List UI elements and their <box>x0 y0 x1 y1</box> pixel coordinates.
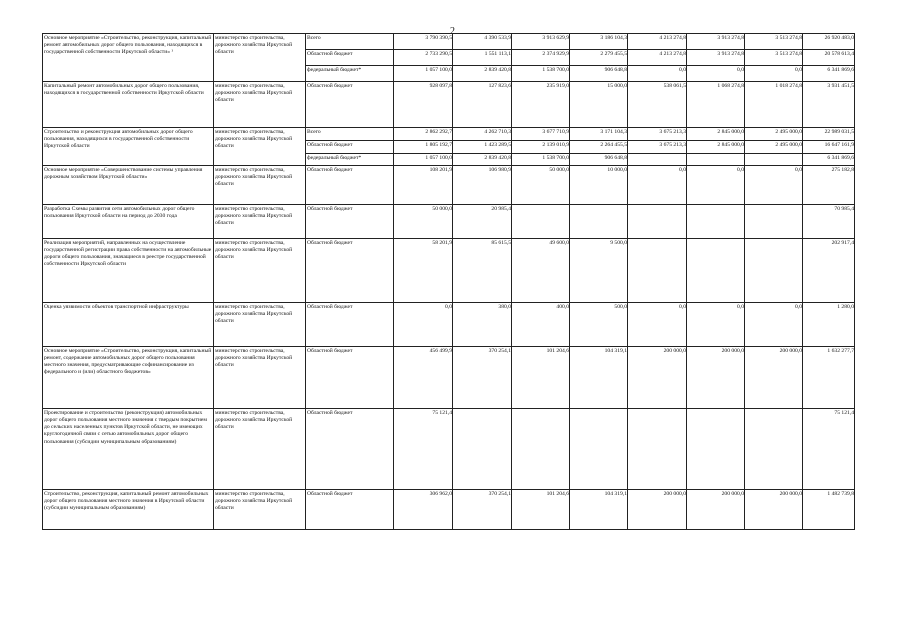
activity-name-cell: Строительство, реконструкция, капитальный ремонт автомобильных дорог общего пользования местного значения в Иркутской области (субсидии муниципальным образованиям) <box>43 490 214 530</box>
year-value-cell: 106 980,9 <box>453 166 512 205</box>
executor-cell: министерство строительства, дорожного хозяйства Иркутской области <box>214 128 306 166</box>
year-value-cell: 906 648,8 <box>570 66 628 82</box>
activity-name-cell: Капитальный ремонт автомобильных дорог общего пользования, находящихся в государственной собственности Иркутской области <box>43 82 214 128</box>
total-value-cell: 6 341 869,6 <box>803 66 855 82</box>
executor-cell: министерство строительства, дорожного хозяйства Иркутской области <box>214 490 306 530</box>
year-value-cell: 75 121,4 <box>394 409 453 490</box>
year-value-cell <box>512 409 570 490</box>
activity-name-cell: Разработка Схемы развития сети автомобильных дорог общего пользования Иркутской области на период до 2030 года <box>43 205 214 239</box>
year-value-cell <box>745 409 803 490</box>
year-value-cell: 4 262 710,3 <box>453 128 512 141</box>
year-value-cell: 200 000,0 <box>745 490 803 530</box>
executor-cell: министерство строительства, дорожного хозяйства Иркутской области <box>214 166 306 205</box>
year-value-cell: 1 538 700,0 <box>512 154 570 166</box>
total-value-cell: 1 632 277,7 <box>803 347 855 409</box>
year-value-cell: 2 495 000,0 <box>745 141 803 154</box>
funding-source-cell: Областной бюджет <box>306 409 394 490</box>
year-value-cell: 101 204,6 <box>512 490 570 530</box>
year-value-cell: 3 171 104,3 <box>570 128 628 141</box>
funding-source-cell: Областной бюджет <box>306 303 394 347</box>
year-value-cell: 0,0 <box>745 66 803 82</box>
year-value-cell: 4 213 274,8 <box>628 50 687 66</box>
year-value-cell <box>628 205 687 239</box>
year-value-cell: 500,0 <box>570 303 628 347</box>
funding-source-cell: Областной бюджет <box>306 347 394 409</box>
year-value-cell: 1 057 100,0 <box>394 154 453 166</box>
year-value-cell: 9 500,0 <box>570 239 628 303</box>
year-value-cell: 370 254,1 <box>453 490 512 530</box>
total-value-cell: 1 280,0 <box>803 303 855 347</box>
year-value-cell: 2 279 455,5 <box>570 50 628 66</box>
year-value-cell: 3 790 390,5 <box>394 34 453 50</box>
table-row <box>43 490 855 530</box>
executor-cell: министерство строительства, дорожного хозяйства Иркутской области <box>214 409 306 490</box>
total-value-cell: 275 182,8 <box>803 166 855 205</box>
year-value-cell: 906 648,8 <box>570 154 628 166</box>
year-value-cell: 0,0 <box>628 166 687 205</box>
year-value-cell: 0,0 <box>745 166 803 205</box>
year-value-cell: 0,0 <box>628 303 687 347</box>
year-value-cell: 0,0 <box>687 166 745 205</box>
total-value-cell: 6 341 869,6 <box>803 154 855 166</box>
executor-cell: министерство строительства, дорожного хозяйства Иркутской области <box>214 303 306 347</box>
funding-source-cell: Областной бюджет <box>306 166 394 205</box>
table-row <box>43 409 855 490</box>
year-value-cell: 10 000,0 <box>570 166 628 205</box>
funding-source-cell: Областной бюджет <box>306 239 394 303</box>
year-value-cell: 2 264 455,5 <box>570 141 628 154</box>
total-value-cell: 3 931 451,5 <box>803 82 855 128</box>
year-value-cell: 0,0 <box>687 66 745 82</box>
year-value-cell <box>687 205 745 239</box>
year-value-cell: 3 913 274,8 <box>687 34 745 50</box>
year-value-cell: 50 000,0 <box>394 205 453 239</box>
table-row <box>43 205 855 239</box>
funding-source-cell: Всего <box>306 34 394 50</box>
year-value-cell <box>512 205 570 239</box>
year-value-cell: 50 000,0 <box>512 166 570 205</box>
table-row <box>43 347 855 409</box>
year-value-cell: 1 551 113,1 <box>453 50 512 66</box>
executor-cell: министерство строительства, дорожного хозяйства Иркутской области <box>214 82 306 128</box>
table-row <box>43 166 855 205</box>
funding-source-cell: Областной бюджет <box>306 490 394 530</box>
activity-name-cell: Реализация мероприятий, направленных на осуществление государственной регистрации права собственности на автомобильные дороги общего пользования, значащиеся в реестре государственной собственности Иркутской области <box>43 239 214 303</box>
year-value-cell <box>628 154 687 166</box>
total-value-cell: 75 121,4 <box>803 409 855 490</box>
table-row <box>43 34 855 50</box>
year-value-cell <box>570 409 628 490</box>
year-value-cell: 2 374 929,9 <box>512 50 570 66</box>
activity-name-cell: Основное мероприятие «Совершенствование системы управления дорожным хозяйством Иркутской области» <box>43 166 214 205</box>
year-value-cell: 104 319,1 <box>570 347 628 409</box>
year-value-cell: 306 962,0 <box>394 490 453 530</box>
year-value-cell: 400,0 <box>512 303 570 347</box>
funding-source-cell: федеральный бюджет* <box>306 66 394 82</box>
year-value-cell: 3 913 629,9 <box>512 34 570 50</box>
year-value-cell: 2 139 010,9 <box>512 141 570 154</box>
total-value-cell: 70 985,4 <box>803 205 855 239</box>
year-value-cell: 1 018 274,8 <box>745 82 803 128</box>
budget-table <box>42 33 855 530</box>
year-value-cell: 3 513 274,8 <box>745 34 803 50</box>
year-value-cell: 456 499,9 <box>394 347 453 409</box>
total-value-cell: 16 647 161,9 <box>803 141 855 154</box>
year-value-cell: 127 823,6 <box>453 82 512 128</box>
total-value-cell: 22 989 031,5 <box>803 128 855 141</box>
year-value-cell: 0,0 <box>687 303 745 347</box>
year-value-cell: 1 538 700,0 <box>512 66 570 82</box>
table-row <box>43 303 855 347</box>
year-value-cell: 0,0 <box>394 303 453 347</box>
year-value-cell: 4 213 274,8 <box>628 34 687 50</box>
year-value-cell <box>745 205 803 239</box>
total-value-cell: 20 578 613,4 <box>803 50 855 66</box>
year-value-cell: 1 805 192,7 <box>394 141 453 154</box>
activity-name-cell: Основное мероприятие «Строительство, реконструкция, капитальный ремонт автомобильных дорог общего пользования, находящихся в государственной собственности Иркутской области» ¹ <box>43 34 214 82</box>
year-value-cell: 2 845 000,0 <box>687 128 745 141</box>
year-value-cell: 200 000,0 <box>745 347 803 409</box>
year-value-cell: 108 201,9 <box>394 166 453 205</box>
year-value-cell: 101 204,6 <box>512 347 570 409</box>
total-value-cell: 1 482 739,8 <box>803 490 855 530</box>
executor-cell: министерство строительства, дорожного хозяйства Иркутской области <box>214 205 306 239</box>
year-value-cell: 85 615,5 <box>453 239 512 303</box>
funding-source-cell: Областной бюджет <box>306 50 394 66</box>
activity-name-cell: Проектирование и строительство (реконструкция) автомобильных дорог общего пользования местного значения с твердым покрытием до сельских населенных пунктов Иркутской области, не имеющих круглогодичной связи с сетью автомобильных дорог общего пользования (субсидии муниципальным образованиям) <box>43 409 214 490</box>
year-value-cell: 2 495 000,0 <box>745 128 803 141</box>
table-row <box>43 82 855 128</box>
year-value-cell: 1 423 289,5 <box>453 141 512 154</box>
executor-cell: министерство строительства, дорожного хозяйства Иркутской области <box>214 34 306 82</box>
year-value-cell: 370 254,1 <box>453 347 512 409</box>
year-value-cell: 1 068 274,8 <box>687 82 745 128</box>
year-value-cell <box>628 409 687 490</box>
year-value-cell: 20 985,4 <box>453 205 512 239</box>
executor-cell: министерство строительства, дорожного хозяйства Иркутской области <box>214 239 306 303</box>
total-value-cell: 202 917,4 <box>803 239 855 303</box>
year-value-cell: 200 000,0 <box>687 490 745 530</box>
activity-name-cell: Основное мероприятие «Строительство, реконструкция, капитальный ремонт, содержание автомобильных дорог общего пользования местного значения, предусматривающие софинансирование из федерального и (или) областного бюджетов» <box>43 347 214 409</box>
year-value-cell <box>687 409 745 490</box>
year-value-cell: 380,0 <box>453 303 512 347</box>
year-value-cell: 200 000,0 <box>687 347 745 409</box>
table-row <box>43 239 855 303</box>
year-value-cell: 200 000,0 <box>628 347 687 409</box>
year-value-cell: 58 201,9 <box>394 239 453 303</box>
year-value-cell <box>745 154 803 166</box>
year-value-cell: 2 862 292,7 <box>394 128 453 141</box>
funding-source-cell: Областной бюджет <box>306 82 394 128</box>
year-value-cell: 2 845 000,0 <box>687 141 745 154</box>
year-value-cell: 3 186 104,3 <box>570 34 628 50</box>
year-value-cell: 4 390 533,9 <box>453 34 512 50</box>
page-number: 2 <box>450 26 455 37</box>
year-value-cell: 15 000,0 <box>570 82 628 128</box>
executor-cell: министерство строительства, дорожного хозяйства Иркутской области <box>214 347 306 409</box>
year-value-cell: 3 675 213,3 <box>628 128 687 141</box>
year-value-cell: 3 675 213,3 <box>628 141 687 154</box>
year-value-cell: 2 839 420,8 <box>453 154 512 166</box>
year-value-cell: 0,0 <box>628 66 687 82</box>
funding-source-cell: Всего <box>306 128 394 141</box>
year-value-cell <box>628 239 687 303</box>
year-value-cell: 538 061,5 <box>628 82 687 128</box>
total-value-cell: 26 920 483,0 <box>803 34 855 50</box>
activity-name-cell: Оценка уязвимости объектов транспортной инфраструктуры <box>43 303 214 347</box>
table-row <box>43 128 855 141</box>
year-value-cell <box>453 409 512 490</box>
year-value-cell: 2 839 420,8 <box>453 66 512 82</box>
year-value-cell: 3 677 710,9 <box>512 128 570 141</box>
table-body <box>43 34 855 530</box>
funding-source-cell: федеральный бюджет* <box>306 154 394 166</box>
year-value-cell <box>745 239 803 303</box>
year-value-cell <box>687 154 745 166</box>
funding-source-cell: Областной бюджет <box>306 205 394 239</box>
year-value-cell: 1 057 100,0 <box>394 66 453 82</box>
year-value-cell: 2 733 290,5 <box>394 50 453 66</box>
year-value-cell <box>687 239 745 303</box>
year-value-cell: 235 919,0 <box>512 82 570 128</box>
year-value-cell: 3 513 274,8 <box>745 50 803 66</box>
year-value-cell: 0,0 <box>745 303 803 347</box>
year-value-cell: 49 600,0 <box>512 239 570 303</box>
year-value-cell: 104 319,1 <box>570 490 628 530</box>
year-value-cell <box>570 205 628 239</box>
year-value-cell: 928 097,8 <box>394 82 453 128</box>
year-value-cell: 3 913 274,8 <box>687 50 745 66</box>
activity-name-cell: Строительство и реконструкция автомобильных дорог общего пользования, находящихся в государственной собственности Иркутской области <box>43 128 214 166</box>
year-value-cell: 200 000,0 <box>628 490 687 530</box>
funding-source-cell: Областной бюджет <box>306 141 394 154</box>
